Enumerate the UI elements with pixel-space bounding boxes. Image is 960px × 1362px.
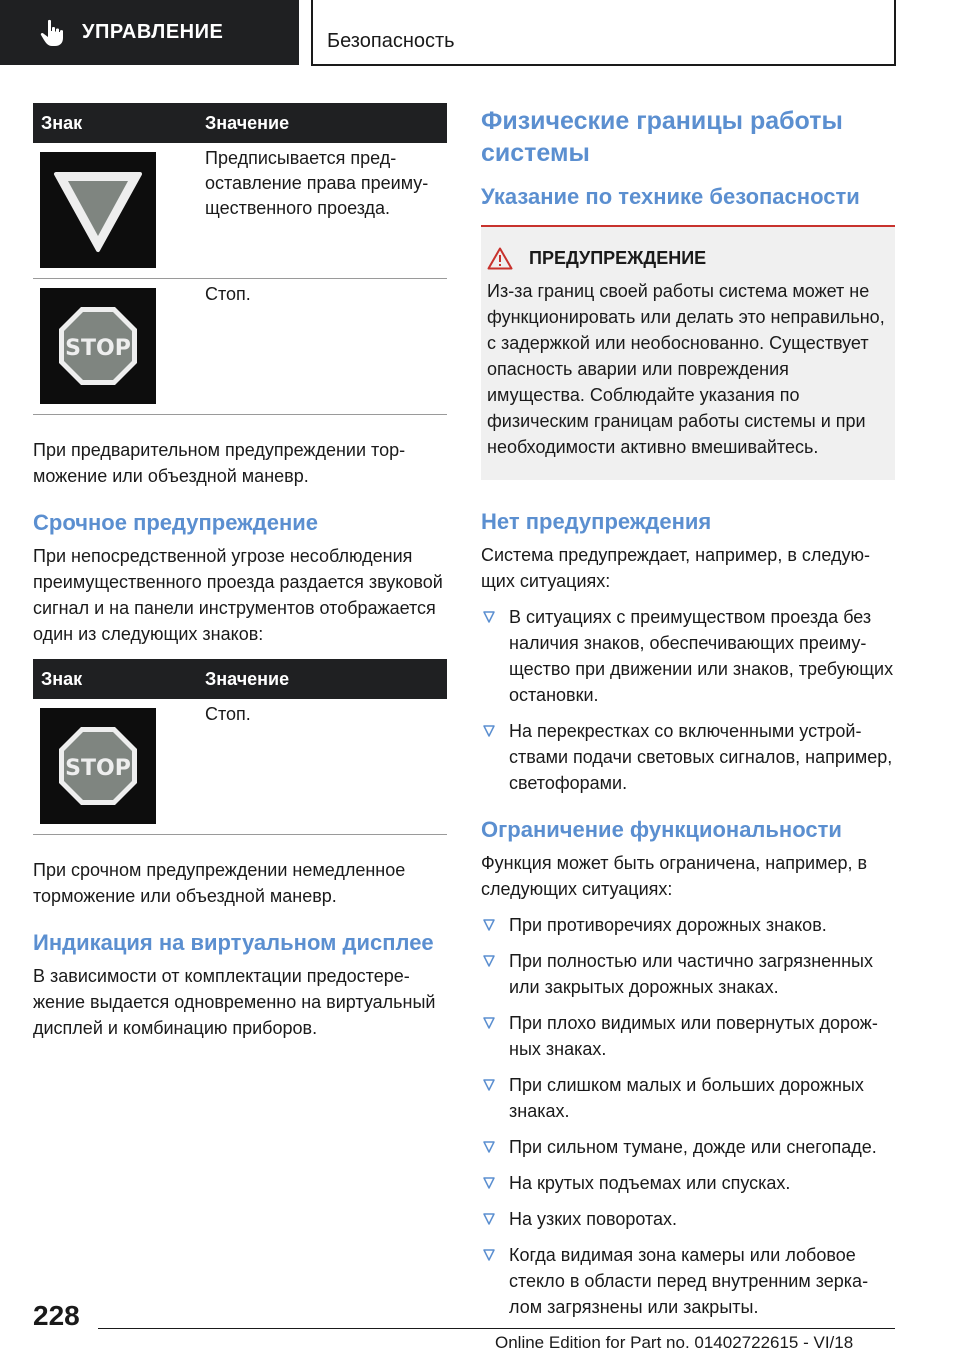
bullet-triangle-icon — [483, 1017, 495, 1029]
bullet-triangle-icon — [483, 1249, 495, 1261]
virtual-text: В зависимости от комплектации предостережение выдается одновременно на виртуальный дисплей и комбинацию приборов. — [33, 966, 436, 1038]
sign-table-1 — [33, 103, 447, 415]
table-header — [33, 659, 447, 699]
footer-rule — [98, 1328, 895, 1329]
list-item: При слишком малых и больших дорожных знаках. — [481, 1072, 895, 1124]
sign-meaning: Предписывается предоставление права преимущественного проезда. — [205, 148, 429, 218]
warning-title: ПРЕДУПРЕЖДЕНИЕ — [529, 248, 707, 268]
bullet-triangle-icon — [483, 1141, 495, 1153]
list-item: При сильном тумане, дожде или снегопаде. — [481, 1134, 895, 1160]
sign-table-2 — [33, 659, 447, 835]
paragraph: При предварительном предупреждении торможение или объездной маневр. — [33, 440, 406, 486]
stop-sign-icon — [57, 305, 139, 387]
urgent-heading: Срочное предупреждение — [33, 510, 319, 535]
edition-text: Online Edition for Part no. 01402722615 - VI/18 — [495, 1333, 854, 1352]
table-header — [33, 103, 447, 143]
no-warning-text: Система предупреждает, например, в следующих ситуациях: — [481, 545, 871, 591]
page-number: 228 — [33, 1300, 80, 1331]
bullet-triangle-icon — [483, 611, 495, 623]
table-row — [33, 143, 447, 279]
bullet-triangle-icon — [483, 1177, 495, 1189]
stop-sign-text: STOP — [65, 756, 131, 781]
list-item: При полностью или частично загрязненных или закрытых дорожных знаках. — [481, 948, 895, 1000]
chapter-label: Безопасность — [327, 30, 455, 52]
yield-sign-image — [40, 152, 156, 268]
paragraph: При срочном предупреждении немедленное торможение или объездной маневр. — [33, 860, 406, 906]
list-item: При противоречиях дорожных знаков. — [481, 912, 895, 938]
section-tab — [0, 0, 299, 65]
urgent-text: При непосредственной угрозе несоблюдения преимущественного проезда раздается звуковой сигнал и на панели инструментов отображается один из следующих знаков: — [33, 546, 443, 644]
bullet-triangle-icon — [483, 919, 495, 931]
bullet-triangle-icon — [483, 1079, 495, 1091]
warning-title-row — [487, 247, 887, 270]
limit-heading: Ограничение функциональности — [481, 817, 842, 842]
section-label: УПРАВЛЕНИЕ — [82, 21, 224, 43]
stop-sign-text: STOP — [65, 336, 131, 361]
list-item: На крутых подъемах или спусках. — [481, 1170, 895, 1196]
list-item: В ситуациях с преимуществом проезда без наличия знаков, обеспечивающих преимущество при движении или знаков, требующих остановки. — [481, 604, 895, 708]
page-title: Физические границы работы системы — [481, 107, 843, 167]
no-warning-heading: Нет предупреждения — [481, 509, 712, 534]
hand-icon — [40, 19, 64, 47]
stop-sign-icon — [57, 725, 139, 807]
limit-list — [481, 912, 895, 1320]
virtual-heading: Индикация на виртуальном дисплее — [33, 930, 434, 955]
warning-triangle-icon — [487, 247, 513, 270]
limit-text: Функция может быть ограничена, например, в следующих ситуациях: — [481, 853, 868, 899]
table-row — [33, 279, 447, 415]
stop-sign-image — [40, 708, 156, 824]
bullet-triangle-icon — [483, 955, 495, 967]
list-item: Когда видимая зона камеры или лобовое стекло в области перед внутренним зеркалом загрязнены или закрыты. — [481, 1242, 895, 1320]
list-item: На перекрестках со включенными устройствами подачи световых сигналов, например, светофорами. — [481, 718, 895, 796]
stop-sign-image — [40, 288, 156, 404]
table-row — [33, 699, 447, 835]
right-column — [481, 103, 895, 1330]
left-column — [33, 103, 447, 1041]
safety-heading: Указание по технике безопасности — [481, 184, 860, 209]
col-meaning-header: Значение — [205, 112, 290, 133]
list-item: При плохо видимых или повернутых дорожных знаках. — [481, 1010, 895, 1062]
warning-box — [481, 227, 895, 480]
list-item: На узких поворотах. — [481, 1206, 895, 1232]
bullet-triangle-icon — [483, 725, 495, 737]
sign-meaning: Стоп. — [205, 704, 251, 724]
col-sign-header: Знак — [41, 668, 83, 689]
sign-meaning: Стоп. — [205, 284, 251, 304]
col-meaning-header: Значение — [205, 668, 290, 689]
bullet-triangle-icon — [483, 1213, 495, 1225]
yield-sign-icon — [52, 164, 144, 256]
no-warning-list — [481, 604, 895, 796]
chapter-frame — [311, 0, 896, 66]
col-sign-header: Знак — [41, 112, 83, 133]
warning-text: Из-за границ своей работы система может не функционировать или делать это неправильно, с задержкой или необоснованно. Существует опасность аварии или повреждения имущества. Соблюдайте указания по физическим границам работы системы и при необходимости активно вмешивайтесь. — [487, 281, 885, 457]
